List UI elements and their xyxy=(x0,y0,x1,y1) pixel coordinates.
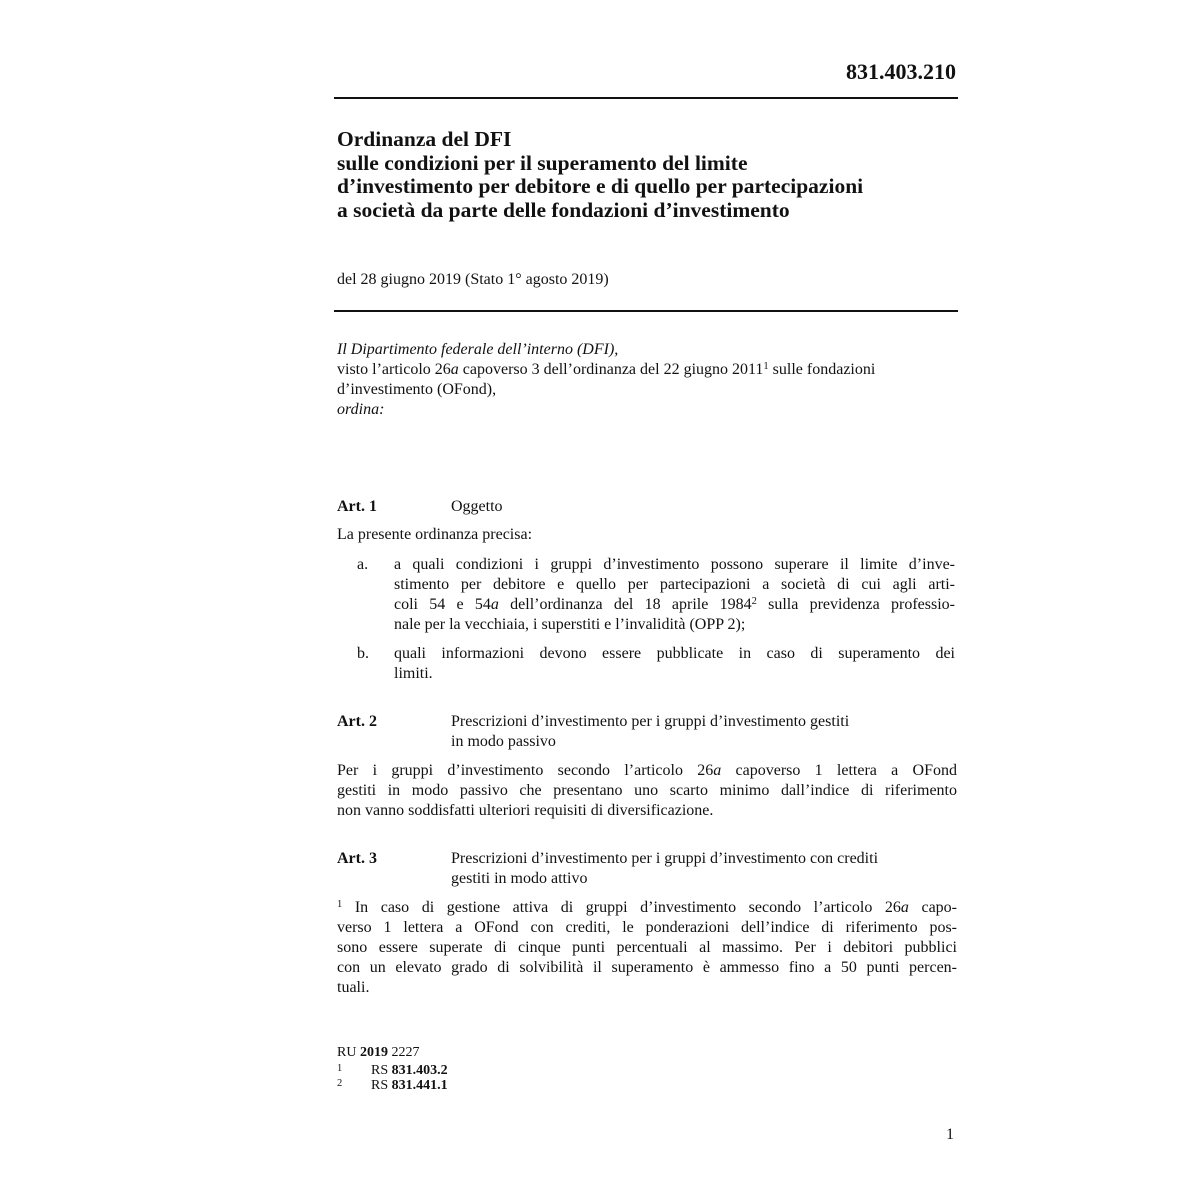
paragraph-number: 1 xyxy=(337,899,343,910)
list-marker: a. xyxy=(357,556,369,573)
title-line: Ordinanza del DFI xyxy=(337,127,512,151)
text-line: non vanno soddisfatti ulteriori requisiti di diversificazione. xyxy=(337,802,714,819)
footnote-2 xyxy=(337,1078,448,1093)
article-number: Art. 3 xyxy=(337,850,377,867)
text-line: sono essere superate di cinque punti percentuali al massimo. Per i debitori pubblici xyxy=(337,939,957,956)
article-3-body xyxy=(337,898,957,998)
text-line xyxy=(337,761,957,781)
legal-basis-line xyxy=(337,360,957,380)
document-date: del 28 giugno 2019 (Stato 1° agosto 2019) xyxy=(337,271,609,288)
article-2-heading xyxy=(337,712,957,752)
article-1-heading xyxy=(337,497,957,517)
text-span: dell’ordinanza del 18 aprile 1984 xyxy=(498,596,752,613)
text-line xyxy=(394,595,955,615)
issuer-line: Il Dipartimento federale dell’interno (DFI), xyxy=(337,341,619,358)
title-line: d’investimento per debitore e di quello per partecipazioni xyxy=(337,174,864,198)
article-title: gestiti in modo attivo xyxy=(451,870,588,887)
article-3-heading xyxy=(337,849,957,889)
header-rule xyxy=(334,97,958,99)
article-title: Oggetto xyxy=(451,498,503,515)
document-title xyxy=(337,128,977,222)
footnote-mark: 1 xyxy=(337,1063,343,1074)
text-span: visto l’articolo 26 xyxy=(337,361,451,378)
sr-reference-link[interactable]: 831.441.1 xyxy=(391,1078,448,1093)
article-1-intro: La presente ordinanza precisa: xyxy=(337,526,533,543)
text-span: a xyxy=(490,596,499,613)
list-content xyxy=(394,555,955,635)
article-2-body xyxy=(337,761,957,821)
text-span: capoverso 3 dell’ordinanza del 22 giugno 2011 xyxy=(458,361,764,378)
page-number: 1 xyxy=(946,1126,954,1143)
footnote-ref[interactable]: 1 xyxy=(763,361,769,372)
text-line: con un elevato grado di solvibilità il superamento è ammesso fino a 50 punti percen- xyxy=(337,959,957,976)
ru-reference xyxy=(337,1044,419,1063)
text-span: coli 54 e 54 xyxy=(394,596,491,613)
text-span: RS xyxy=(371,1063,392,1078)
text-span: capo- xyxy=(908,899,957,916)
list-marker: b. xyxy=(357,645,369,662)
text-line: quali informazioni devono essere pubblicate in caso di superamento dei xyxy=(394,645,955,662)
sr-number: 831.403.210 xyxy=(846,59,956,84)
list-item-a xyxy=(337,555,957,635)
text-line: limiti. xyxy=(394,665,433,682)
text-span: 2227 xyxy=(387,1045,420,1060)
text-line: verso 1 lettera a OFond con crediti, le ponderazioni dell’indice di riferimento pos- xyxy=(337,919,957,936)
text-line: tuali. xyxy=(337,979,370,996)
sr-reference-link[interactable]: 831.403.2 xyxy=(391,1063,448,1078)
text-span: a xyxy=(900,899,909,916)
article-title: in modo passivo xyxy=(451,733,556,750)
list-content xyxy=(394,644,955,684)
text-span: Per i gruppi d’investimento secondo l’articolo 26 xyxy=(337,762,714,779)
text-line: nale per la vecchiaia, i superstiti e l’invalidità (OPP 2); xyxy=(394,616,746,633)
footnotes xyxy=(337,1044,448,1093)
title-rule xyxy=(334,310,958,312)
article-number: Art. 1 xyxy=(337,498,377,515)
text-span: sulle fondazioni xyxy=(768,361,876,378)
list-item-b xyxy=(337,644,957,684)
text-span: capoverso 1 lettera a OFond xyxy=(721,762,957,779)
text-span: In caso di gestione attiva di gruppi d’investimento secondo l’articolo 26 xyxy=(342,899,901,916)
footnote-text xyxy=(371,1078,448,1093)
text-span: sulla previdenza professio- xyxy=(756,596,955,613)
text-span: a xyxy=(713,762,722,779)
text-span: a xyxy=(450,361,459,378)
text-line: gestiti in modo passivo che presentano uno scarto minimo dall’indice di riferimento xyxy=(337,782,957,799)
decree-line: ordina: xyxy=(337,401,385,418)
text-line: a quali condizioni i gruppi d’investimento possono superare il limite d’inve- xyxy=(394,556,955,573)
text-span: RU xyxy=(337,1045,360,1060)
article-title: Prescrizioni d’investimento per i gruppi d’investimento gestiti xyxy=(451,713,850,730)
footnote-ref[interactable]: 2 xyxy=(751,596,757,607)
article-title: Prescrizioni d’investimento per i gruppi d’investimento con crediti xyxy=(451,850,879,867)
text-line: stimento per debitore e quello per partecipazioni a società di cui agli arti- xyxy=(394,576,955,593)
title-line: a società da parte delle fondazioni d’investimento xyxy=(337,197,790,222)
article-number: Art. 2 xyxy=(337,713,377,730)
preamble xyxy=(337,340,957,420)
text-line xyxy=(337,898,957,918)
footnote-mark: 2 xyxy=(337,1078,343,1089)
text-span: 2019 xyxy=(359,1045,388,1060)
legal-basis-line: d’investimento (OFond), xyxy=(337,381,497,398)
footnote-text xyxy=(371,1063,448,1078)
text-span: RS xyxy=(371,1078,392,1093)
footnote-1 xyxy=(337,1063,448,1078)
title-line: sulle condizioni per il superamento del limite xyxy=(337,150,748,175)
